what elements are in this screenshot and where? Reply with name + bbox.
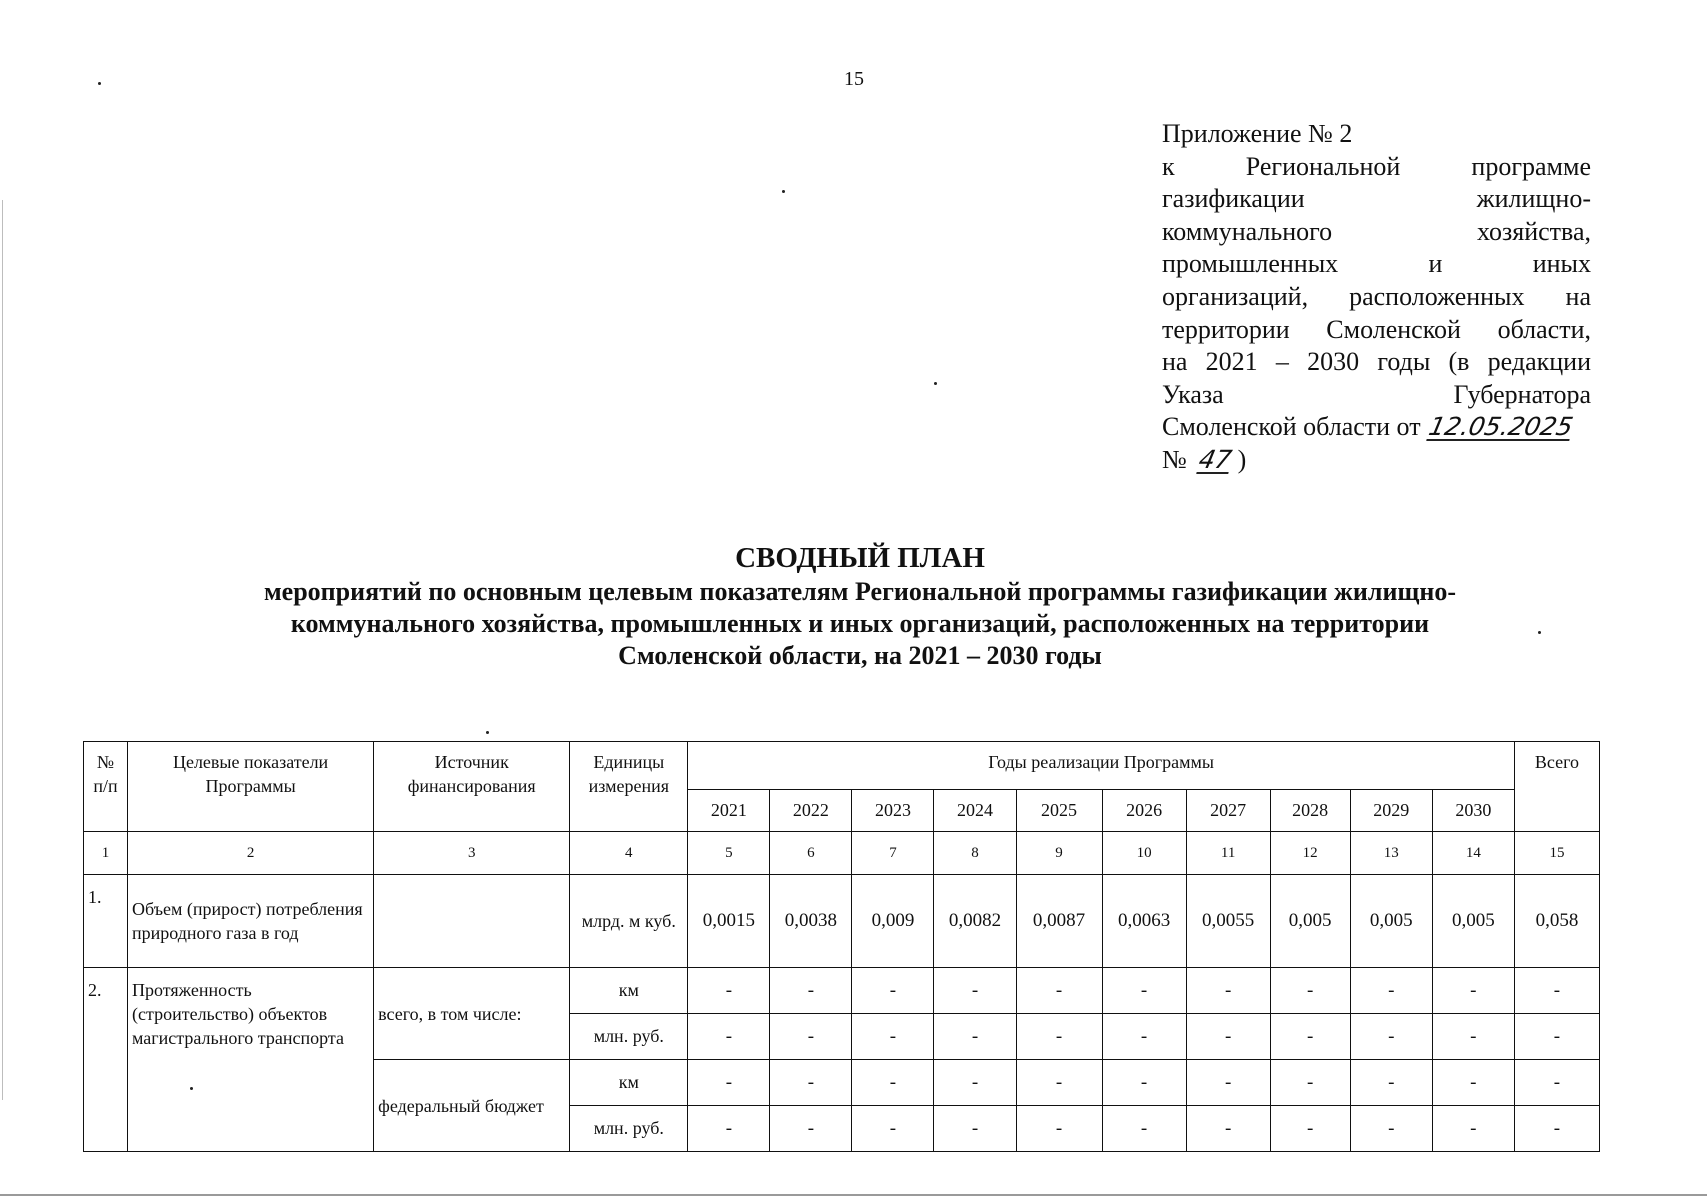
header-units: Единицы измерения xyxy=(570,742,688,832)
value-cell: - xyxy=(770,968,852,1014)
total-cell: 0,058 xyxy=(1514,875,1599,968)
header-year: 2030 xyxy=(1432,790,1514,832)
number-prefix: № xyxy=(1162,444,1187,474)
appendix-date-line xyxy=(1162,411,1591,444)
value-cell: - xyxy=(770,1014,852,1060)
value-cell: - xyxy=(852,968,934,1014)
header-year: 2023 xyxy=(852,790,934,832)
value-cell: - xyxy=(688,968,770,1014)
value-cell: 0,0063 xyxy=(1102,875,1186,968)
total-cell: - xyxy=(1514,1106,1599,1152)
header-year: 2024 xyxy=(934,790,1016,832)
column-number: 11 xyxy=(1186,832,1270,875)
value-cell: 0,0038 xyxy=(770,875,852,968)
appendix-date-prefix: Смоленской области от xyxy=(1162,412,1421,442)
unit-cell: млрд. м куб. xyxy=(570,875,688,968)
title-line: коммунального хозяйства, промышленных и иных организаций, расположенных на территории xyxy=(290,609,1430,638)
indicator-cell: Протяженность (строительство) объектов магистрального транспорта xyxy=(128,968,374,1152)
column-number: 6 xyxy=(770,832,852,875)
unit-cell: млн. руб. xyxy=(570,1014,688,1060)
value-cell: - xyxy=(1432,1106,1514,1152)
value-cell: - xyxy=(1350,1106,1432,1152)
value-cell: - xyxy=(852,1014,934,1060)
value-cell: - xyxy=(1102,1106,1186,1152)
column-number: 15 xyxy=(1514,832,1599,875)
column-number: 10 xyxy=(1102,832,1186,875)
column-number: 4 xyxy=(570,832,688,875)
appendix-line: газификации жилищно- xyxy=(1162,184,1591,214)
value-cell: - xyxy=(1270,968,1350,1014)
value-cell: - xyxy=(1350,1060,1432,1106)
header-num: № п/п xyxy=(84,742,128,832)
header-year: 2027 xyxy=(1186,790,1270,832)
column-number: 9 xyxy=(1016,832,1102,875)
title-line: мероприятий по основным целевым показателям Региональной программы газификации жилищно- xyxy=(263,577,1457,606)
appendix-number-line xyxy=(1162,444,1591,477)
value-cell: - xyxy=(852,1060,934,1106)
scan-speck xyxy=(782,190,785,193)
page-number: 15 xyxy=(844,68,864,90)
scan-speck xyxy=(98,82,101,85)
value-cell: - xyxy=(1186,1014,1270,1060)
value-cell: - xyxy=(1186,968,1270,1014)
appendix-line: на 2021 – 2030 годы (в редакции xyxy=(1162,347,1591,377)
value-cell: - xyxy=(770,1106,852,1152)
appendix-line: к Региональной программе xyxy=(1162,151,1591,181)
column-number: 12 xyxy=(1270,832,1350,875)
value-cell: - xyxy=(1016,968,1102,1014)
appendix-line: организаций, расположенных на xyxy=(1162,281,1591,311)
total-cell: - xyxy=(1514,1060,1599,1106)
value-cell: 0,005 xyxy=(1432,875,1514,968)
header-year: 2025 xyxy=(1016,790,1102,832)
summary-plan-table xyxy=(83,741,1600,1152)
value-cell: 0,0055 xyxy=(1186,875,1270,968)
column-number: 7 xyxy=(852,832,934,875)
column-number: 5 xyxy=(688,832,770,875)
scan-speck xyxy=(486,731,489,734)
table-row xyxy=(84,968,1600,1014)
header-year: 2028 xyxy=(1270,790,1350,832)
value-cell: 0,005 xyxy=(1270,875,1350,968)
source-cell: всего, в том числе: xyxy=(374,968,570,1060)
value-cell: - xyxy=(1102,1060,1186,1106)
document-title xyxy=(160,540,1560,672)
unit-cell: млн. руб. xyxy=(570,1106,688,1152)
value-cell: - xyxy=(1350,968,1432,1014)
column-number: 3 xyxy=(374,832,570,875)
value-cell: - xyxy=(1432,968,1514,1014)
column-number-row xyxy=(84,832,1600,875)
value-cell: - xyxy=(1102,1014,1186,1060)
indicator-cell: Объем (прирост) потребления природного газа в год xyxy=(128,875,374,968)
total-cell: - xyxy=(1514,968,1599,1014)
title-line: Смоленской области, на 2021 – 2030 годы xyxy=(618,641,1102,670)
value-cell: - xyxy=(688,1106,770,1152)
value-cell: - xyxy=(934,1060,1016,1106)
handwritten-date: 12.05.2025 xyxy=(1425,412,1576,442)
value-cell: - xyxy=(688,1014,770,1060)
header-year: 2021 xyxy=(688,790,770,832)
header-year: 2029 xyxy=(1350,790,1432,832)
value-cell: - xyxy=(852,1106,934,1152)
header-total: Всего xyxy=(1514,742,1599,832)
total-cell: - xyxy=(1514,1014,1599,1060)
source-cell xyxy=(374,875,570,968)
header-indicator: Целевые показатели Программы xyxy=(128,742,374,832)
value-cell: - xyxy=(1186,1060,1270,1106)
value-cell: - xyxy=(1186,1106,1270,1152)
value-cell: - xyxy=(1102,968,1186,1014)
title-main: СВОДНЫЙ ПЛАН xyxy=(735,542,985,574)
column-number: 8 xyxy=(934,832,1016,875)
appendix-line: Приложение № 2 xyxy=(1162,119,1353,148)
value-cell: - xyxy=(770,1060,852,1106)
scan-edge xyxy=(0,1194,1707,1196)
handwritten-number: 47 xyxy=(1196,444,1235,474)
value-cell: - xyxy=(1270,1060,1350,1106)
row-number: 2. xyxy=(84,968,128,1152)
header-source: Источник финансирования xyxy=(374,742,570,832)
scan-edge xyxy=(2,200,3,1100)
appendix-block xyxy=(1162,118,1591,477)
value-cell: - xyxy=(934,1106,1016,1152)
value-cell: - xyxy=(1432,1014,1514,1060)
value-cell: 0,009 xyxy=(852,875,934,968)
appendix-line: территории Смоленской области, xyxy=(1162,314,1591,344)
value-cell: 0,005 xyxy=(1350,875,1432,968)
source-cell: федеральный бюджет xyxy=(374,1060,570,1152)
value-cell: - xyxy=(1016,1060,1102,1106)
header-year: 2022 xyxy=(770,790,852,832)
appendix-line: промышленных и иных xyxy=(1162,249,1591,279)
column-number: 1 xyxy=(84,832,128,875)
number-suffix: ) xyxy=(1237,444,1247,474)
value-cell: - xyxy=(1016,1014,1102,1060)
header-years-group: Годы реализации Программы xyxy=(688,742,1515,790)
value-cell: - xyxy=(1270,1106,1350,1152)
value-cell: - xyxy=(1016,1106,1102,1152)
column-number: 14 xyxy=(1432,832,1514,875)
column-number: 2 xyxy=(128,832,374,875)
value-cell: - xyxy=(1350,1014,1432,1060)
table-row xyxy=(84,875,1600,968)
scan-speck xyxy=(934,382,937,385)
value-cell: 0,0015 xyxy=(688,875,770,968)
value-cell: - xyxy=(1270,1014,1350,1060)
unit-cell: км xyxy=(570,968,688,1014)
header-year: 2026 xyxy=(1102,790,1186,832)
value-cell: 0,0087 xyxy=(1016,875,1102,968)
column-number: 13 xyxy=(1350,832,1432,875)
value-cell: - xyxy=(688,1060,770,1106)
value-cell: - xyxy=(934,968,1016,1014)
value-cell: 0,0082 xyxy=(934,875,1016,968)
row-number: 1. xyxy=(84,875,128,968)
value-cell: - xyxy=(934,1014,1016,1060)
unit-cell: км xyxy=(570,1060,688,1106)
appendix-line: коммунального хозяйства, xyxy=(1162,216,1591,246)
value-cell: - xyxy=(1432,1060,1514,1106)
appendix-line: Указа Губернатора xyxy=(1162,379,1591,409)
